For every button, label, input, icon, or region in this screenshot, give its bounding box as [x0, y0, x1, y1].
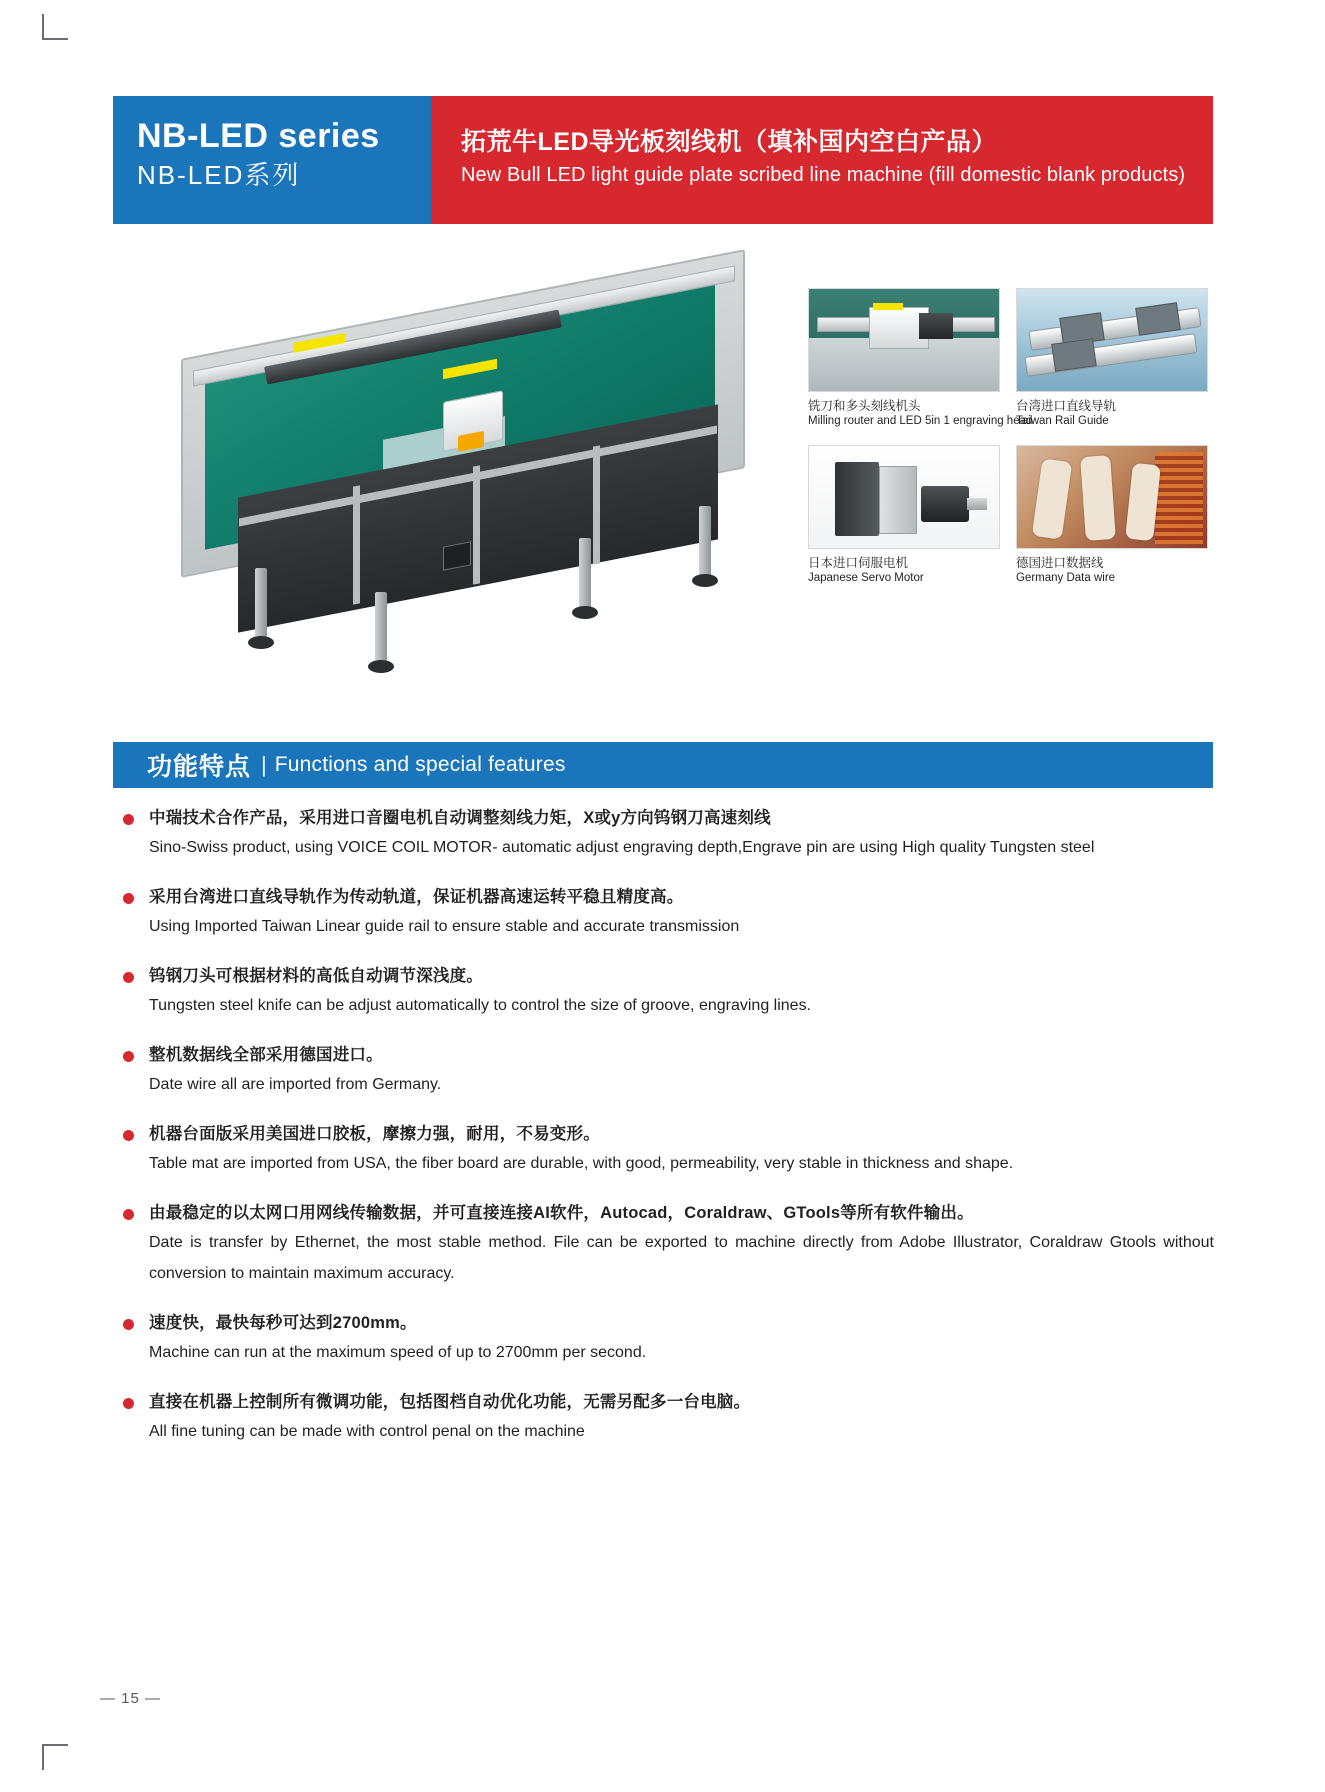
data-wire-photo — [1016, 445, 1208, 549]
bullet-icon — [123, 1051, 134, 1062]
product-title-cn: 拓荒牛LED导光板刻线机（填补国内空白产品） — [461, 128, 998, 156]
machine-foot — [692, 574, 718, 587]
machine-leg — [255, 568, 267, 640]
machine-foot — [572, 606, 598, 619]
feature-text-en: Using Imported Taiwan Linear guide rail to ensure stable and accurate transmission — [149, 918, 740, 935]
detail-caption-cn: 德国进口数据线 — [1016, 556, 1104, 570]
page-header-banner — [113, 96, 1213, 224]
detail-caption-cn: 铣刀和多头刻线机头 — [808, 399, 921, 413]
feature-text-en: Date wire all are imported from Germany. — [149, 1076, 442, 1093]
detail-photo-row — [808, 288, 1208, 429]
detail-caption-cn: 台湾进口直线导轨 — [1016, 399, 1117, 413]
product-title-en: New Bull LED light guide plate scribed line machine (fill domestic blank products) — [461, 164, 1186, 186]
machine-foot — [368, 660, 394, 673]
crop-mark-bottom-left — [42, 1742, 68, 1768]
engraving-head-photo — [808, 288, 1000, 392]
detail-photo-cell — [1016, 288, 1208, 429]
detail-caption-cn: 日本进口伺服电机 — [808, 556, 909, 570]
features-header-en: Functions and special features — [274, 753, 566, 776]
detail-caption-en: Taiwan Rail Guide — [1016, 415, 1109, 427]
features-section-header — [113, 742, 1213, 788]
detail-caption-en: Germany Data wire — [1016, 572, 1116, 584]
features-header-separator: | — [261, 752, 267, 777]
main-machine-photo — [143, 276, 793, 656]
feature-text-cn: 速度快，最快每秒可达到2700mm。 — [149, 1314, 417, 1332]
feature-text-en: Date is transfer by Ethernet, the most stable method. File can be exported to machine directly from Adobe Illustrator, Coraldraw Gtools without conversion to maintain maximum accuracy. — [149, 1234, 1214, 1282]
bullet-icon — [123, 893, 134, 904]
product-photo-area — [113, 258, 1213, 658]
features-list — [113, 805, 1223, 1468]
machine-leg — [375, 592, 387, 664]
detail-photo-cell — [808, 445, 1000, 586]
bullet-icon — [123, 1130, 134, 1141]
crop-mark-top-left — [42, 14, 68, 40]
feature-item — [113, 805, 1223, 863]
series-name-cn: NB-LED系列 — [137, 160, 301, 190]
feature-text-cn: 直接在机器上控制所有微调功能，包括图档自动优化功能，无需另配多一台电脑。 — [149, 1393, 751, 1411]
feature-text-cn: 采用台湾进口直线导轨作为传动轨道，保证机器高速运转平稳且精度高。 — [149, 888, 684, 906]
feature-text-en: Tungsten steel knife can be adjust automatically to control the size of groove, engraving lines. — [149, 997, 812, 1014]
feature-text-en: Machine can run at the maximum speed of up to 2700mm per second. — [149, 1344, 647, 1361]
detail-photo-grid — [808, 288, 1208, 586]
page-number: — 15 — — [100, 1690, 162, 1707]
feature-text-en: All fine tuning can be made with control penal on the machine — [149, 1423, 585, 1440]
feature-text-cn: 中瑞技术合作产品，采用进口音圈电机自动调整刻线力矩，X或y方向钨钢刀高速刻线 — [149, 809, 771, 827]
feature-text-cn: 机器台面版采用美国进口胶板，摩擦力强，耐用，不易变形。 — [149, 1125, 600, 1143]
feature-item — [113, 1042, 1223, 1100]
machine-leg — [699, 506, 711, 578]
machine-frame-post — [593, 445, 600, 564]
product-title-block — [431, 96, 1213, 224]
feature-item — [113, 884, 1223, 942]
bullet-icon — [123, 1398, 134, 1409]
feature-item — [113, 963, 1223, 1021]
bullet-icon — [123, 972, 134, 983]
series-name-en: NB-LED series — [137, 117, 380, 155]
bullet-icon — [123, 1209, 134, 1220]
feature-item — [113, 1389, 1223, 1447]
bullet-icon — [123, 814, 134, 825]
machine-leg — [579, 538, 591, 610]
feature-item — [113, 1200, 1223, 1289]
feature-text-en: Sino-Swiss product, using VOICE COIL MOTOR- automatic adjust engraving depth,Engrave pin are using High quality Tungsten steel — [149, 839, 1095, 856]
machine-frame-post — [353, 485, 360, 604]
bullet-icon — [123, 1319, 134, 1330]
detail-photo-row — [808, 445, 1208, 586]
feature-text-cn: 整机数据线全部采用德国进口。 — [149, 1046, 383, 1064]
detail-photo-cell — [808, 288, 1033, 429]
feature-item — [113, 1310, 1223, 1368]
detail-photo-cell — [1016, 445, 1208, 586]
machine-foot — [248, 636, 274, 649]
detail-caption-en: Milling router and LED 5in 1 engraving head — [808, 415, 1033, 427]
servo-motor-photo — [808, 445, 1000, 549]
features-header-cn: 功能特点 — [147, 753, 252, 781]
feature-text-en: Table mat are imported from USA, the fiber board are durable, with good, permeability, very stable in thickness and shape. — [149, 1155, 1014, 1172]
feature-text-cn: 钨钢刀头可根据材料的高低自动调节深浅度。 — [149, 967, 483, 985]
machine-frame-post — [473, 465, 480, 584]
detail-caption-en: Japanese Servo Motor — [808, 572, 924, 584]
feature-text-cn: 由最稳定的以太网口用网线传输数据，并可直接连接AI软件，Autocad，Coraldraw、GTools等所有软件输出。 — [149, 1204, 974, 1222]
series-badge — [113, 96, 431, 224]
linear-rail-guide-photo — [1016, 288, 1208, 392]
feature-item — [113, 1121, 1223, 1179]
